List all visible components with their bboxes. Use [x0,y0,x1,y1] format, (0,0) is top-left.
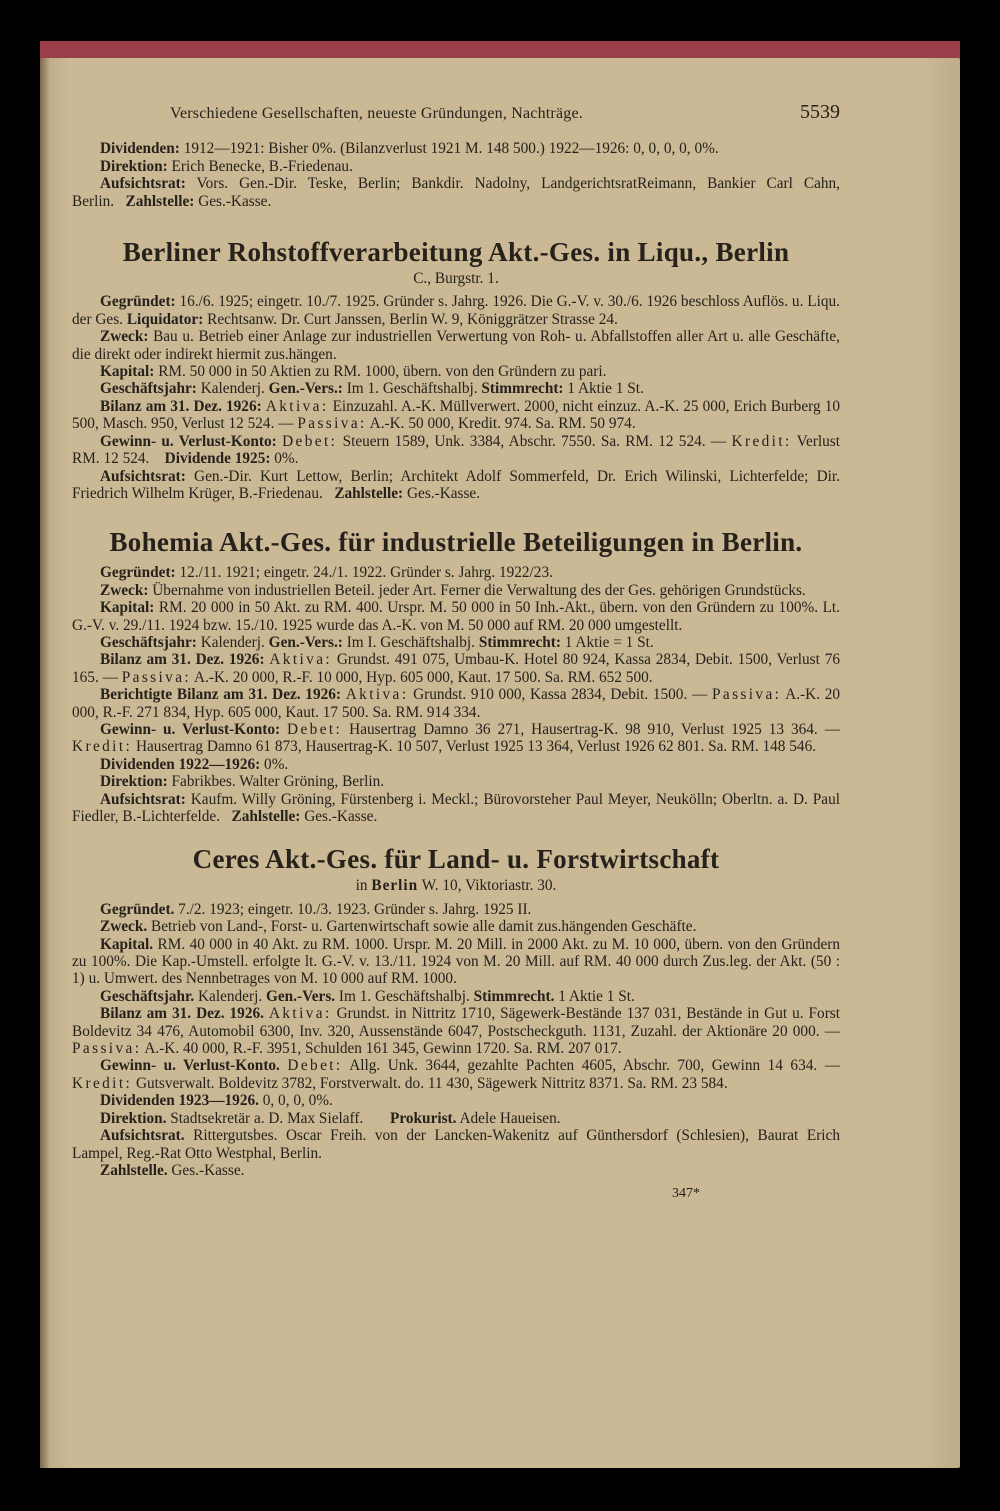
entry3-dividends: Dividenden 1923—1926. 0, 0, 0, 0%. [100,1092,333,1110]
entry1-founded: Gegründet: 16./6. 1925; eingetr. 10./7. 1925. Gründer s. Jahrg. 1926. Die G.-V. v. 30./6. 1926 beschloss Auflös. u. Liqu. der Ges. Liquidator: Rechtsanw. Dr. Curt Janssen, Berlin W. 9, Königgrätzer Strasse 24. [72,293,840,328]
entry2-capital: Kapital: RM. 20 000 in 50 Akt. zu RM. 400. Urspr. M. 50 000 in 50 Inh.-Akt., übern. von den Gründern zu 100%. Lt. G.-V. v. 29./11. 1924 bzw. 15./10. 1925 wurde das A.-K. von M. 50 000 auf RM. 20 000 umgestellt. [72,599,840,634]
entry3-paying-agent: Zahlstelle. Ges.-Kasse. [100,1161,245,1179]
entry1-profit-loss: Gewinn- u. Verlust-Konto: Debet: Steuern 1589, Unk. 3384, Abschr. 7550. Sa. RM. 12 524. — Kredit: Verlust RM. 12 524. Dividende 1925: 0%. [72,432,841,468]
entry0-dividends: Dividenden: 1912—1921: Bisher 0%. (Bilanzverlust 1921 M. 148 500.) 1922—1926: 0, 0, 0, 0, 0%. [100,140,719,158]
entry3-direction: Direktion. Stadtsekretär a. D. Max Sielaff. Prokurist. Adele Haueisen. [100,1109,561,1127]
entry1-address: C., Burgstr. 1. [413,270,499,288]
running-header [72,101,840,123]
entry3-title: Ceres Akt.-Ges. für Land- u. Forstwirtschaft [192,844,720,875]
entry2-purpose: Zweck: Übernahme von industriellen Beteil. jeder Art. Ferner die Verwaltung des der Ges. gehörigen Grundstücks. [100,581,806,599]
entry3-founded: Gegründet. 7./2. 1923; eingetr. 10./3. 1923. Gründer s. Jahrg. 1925 II. [100,900,532,918]
entry2-fiscal: Geschäftsjahr: Kalenderj. Gen.-Vers.: Im I. Geschäftshalbj. Stimmrecht: 1 Aktie = 1 St. [100,633,654,651]
entry3-purpose: Zweck. Betrieb von Land-, Forst- u. Gartenwirtschaft sowie alle damit zus.hängenden Geschäfte. [100,918,697,936]
entry1-board: Aufsichtsrat: Gen.-Dir. Kurt Lettow, Berlin; Architekt Adolf Sommerfeld, Dr. Erich Wilinski, Lichterfelde; Dir. Friedrich Wilhelm Krüger, B.-Friedenau. Zahlstelle: Ges.-Kasse. [72,467,840,502]
entry0-board: Aufsichtsrat: Vors. Gen.-Dir. Teske, Berlin; Bankdir. Nadolny, LandgerichtsratReimann, Bankier Carl Cahn, Berlin. Zahlstelle: Ges.-Kasse. [72,175,840,210]
entry2-founded: Gegründet: 12./11. 1921; eingetr. 24./1. 1922. Gründer s. Jahrg. 1922/23. [100,564,553,582]
entry2-direction: Direktion: Fabrikbes. Walter Gröning, Berlin. [100,773,385,791]
entry3-balance: Bilanz am 31. Dez. 1926. Aktiva: Grundst. in Nittritz 1710, Sägewerk-Bestände 137 031, Bestände in Gut u. Forst Boldevitz 34 476, Automobil 6300, Inv. 320, Aussenstände 6047, Postscheckguth. 1131, Zuzahl. der Aktionäre 20 000. — Passiva: A.-K. 40 000, R.-F. 3951, Schulden 161 345, Gewinn 1720. Sa. RM. 207 017. [72,1005,841,1058]
entry2-corrected-balance: Berichtigte Bilanz am 31. Dez. 1926: Aktiva: Grundst. 910 000, Kassa 2834, Debit. 1500. — Passiva: A.-K. 20 000, R.-F. 271 834, Hyp. 605 000, Kaut. 17 500. Sa. RM. 914 334. [72,686,841,721]
entry2-board: Aufsichtsrat: Kaufm. Willy Gröning, Fürstenberg i. Meckl.; Bürovorsteher Paul Meyer, Neukölln; Oberltn. a. D. Paul Fiedler, B.-Lichterfelde. Zahlstelle: Ges.-Kasse. [72,790,840,825]
entry2-balance: Bilanz am 31. Dez. 1926: Aktiva: Grundst. 491 075, Umbau-K. Hotel 80 924, Kassa 2834, Debit. 1500, Verlust 76 165. — Passiva: A.-K. 20 000, R.-F. 10 000, Hyp. 605 000, Kaut. 17 500. Sa. RM. 652 500. [72,651,840,686]
entry1-title: Berliner Rohstoffverarbeitung Akt.-Ges. in Liqu., Berlin [122,237,790,268]
entry1-balance: Bilanz am 31. Dez. 1926: Aktiva: Einzuzahl. A.-K. Müllverwert. 2000, nicht einzuz. A.-K. 25 000, Erich Burberg 10 500, Masch. 950, Verlust 12 524. — Passiva: A.-K. 50 000, Kredit. 974. Sa. RM. 50 974. [72,397,840,433]
entry2-title: Bohemia Akt.-Ges. für industrielle Beteiligungen in Berlin. [109,527,803,558]
entry3-address: in Berlin W. 10, Viktoriastr. 30. [355,877,557,895]
entry3-board: Aufsichtsrat. Rittergutsbes. Oscar Freih. von der Lancken-Wakenitz auf Günthersdorf (Schlesien), Baurat Erich Lampel, Reg.-Rat Otto Westphal, Berlin. [72,1127,840,1162]
entry2-profit-loss: Gewinn- u. Verlust-Konto: Debet: Hausertrag Damno 36 271, Hausertrag-K. 98 910, Verlust 1925 13 364. — Kredit: Hausertrag Damno 61 873, Hausertrag-K. 10 507, Verlust 1925 13 364, Verlust 1926 62 801. Sa. RM. 148 546. [72,720,840,756]
page-number: 5539 [800,101,840,123]
entry3-profit-loss: Gewinn- u. Verlust-Konto. Debet: Allg. Unk. 3644, gezahlte Pachten 4605, Abschr. 700, Gewinn 14 634. — Kredit: Gutsverwalt. Boldevitz 3782, Forstverwalt. do. 11 430, Sägewerk Nittritz 8371. Sa. RM. 23 584. [72,1057,840,1092]
page-content [72,100,840,1203]
entry0-direction: Direktion: Erich Benecke, B.-Friedenau. [100,157,353,175]
entry1-purpose: Zweck: Bau u. Betrieb einer Anlage zur industriellen Verwertung von Roh- u. Abfallstoffen aller Art u. alle Geschäfte, die direkt oder indirekt hiermit zus.hängen. [72,328,840,363]
entry2-dividends: Dividenden 1922—1926: 0%. [100,755,289,773]
entry1-fiscal: Geschäftsjahr: Kalenderj. Gen.-Vers.: Im 1. Geschäftshalbj. Stimmrecht: 1 Aktie 1 St. [100,380,644,398]
running-head-title: Verschiedene Gesellschaften, neueste Gründungen, Nachträge. [170,105,583,122]
entry3-fiscal: Geschäftsjahr. Kalenderj. Gen.-Vers. Im 1. Geschäftshalbj. Stimmrecht. 1 Aktie 1 St. [100,987,635,1005]
entry1-capital: Kapital: RM. 50 000 in 50 Aktien zu RM. 1000, übern. von den Gründern zu pari. [100,363,607,381]
entry3-capital: Kapital. RM. 40 000 in 40 Akt. zu RM. 1000. Urspr. M. 20 Mill. in 2000 Akt. zu M. 10 000, übern. von den Gründern zu 100%. Die Kap.-Umstell. erfolgte lt. G.-V. v. 13./11. 1924 von M. 20 Mill. auf RM. 40 000 durch Zus.leg. der Akt. (50 : 1) u. Umwert. des Nennbetrages von M. 10 000 auf RM. 1000. [72,935,840,988]
signature-mark: 347* [672,1186,700,1202]
page-gutter-shadow [40,58,50,1468]
